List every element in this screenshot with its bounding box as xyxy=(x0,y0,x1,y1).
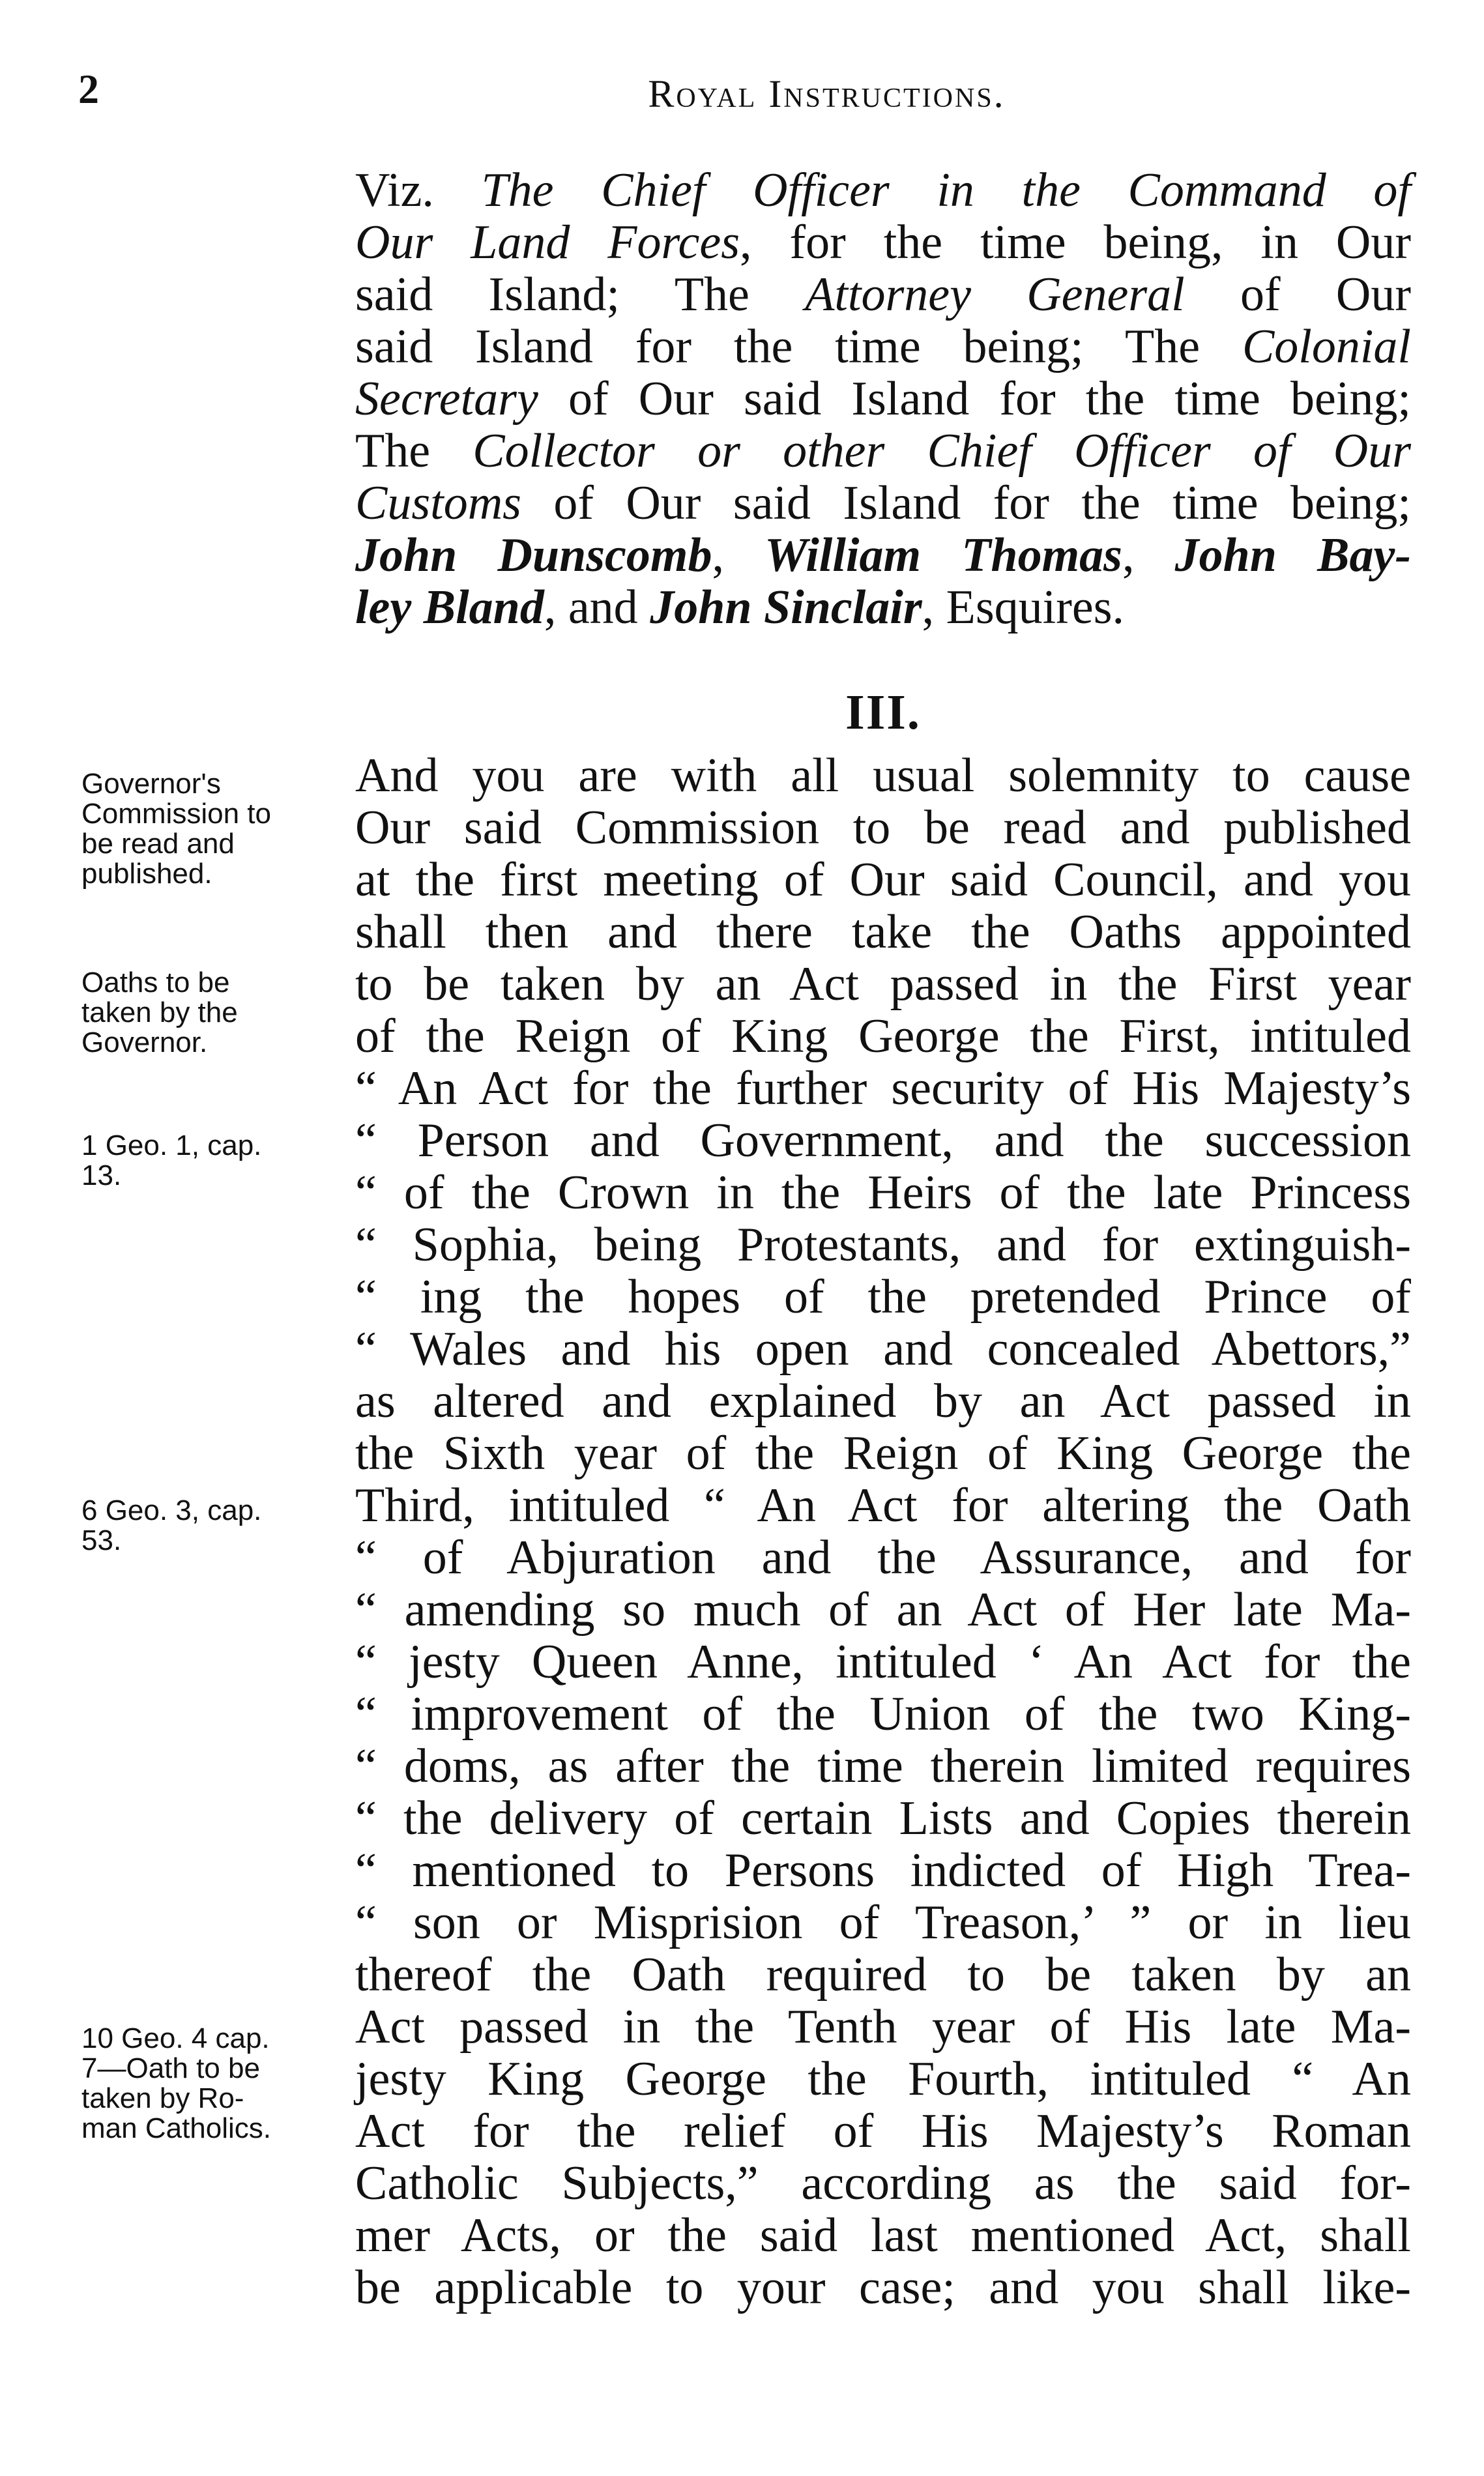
text-line: Act for the relief of His Majesty’s Roman xyxy=(355,2105,1411,2158)
margin-note-oaths xyxy=(81,968,336,1058)
margin-note-1-geo-1 xyxy=(81,1131,336,1191)
section-numeral: III. xyxy=(845,685,921,740)
text-line: “ the delivery of certain Lists and Copies therein xyxy=(355,1792,1411,1845)
margin-note-commission xyxy=(81,769,336,889)
text-line: said Island; The Attorney General of Our xyxy=(355,268,1411,321)
margin-note-line: 1 Geo. 1, cap. xyxy=(81,1129,262,1161)
running-title: Royal Instructions. xyxy=(648,72,1006,115)
text-line: “ of the Crown in the Heirs of the late Princess xyxy=(355,1166,1411,1219)
page-number: 2 xyxy=(78,66,99,112)
oath-paragraph xyxy=(355,750,1411,2314)
text-line: the Sixth year of the Reign of King George the xyxy=(355,1427,1411,1480)
text-line: “ doms, as after the time therein limited requires xyxy=(355,1740,1411,1793)
text-line: “ Wales and his open and concealed Abettors,” xyxy=(355,1322,1411,1376)
text-line: to be taken by an Act passed in the First year xyxy=(355,957,1411,1011)
margin-note-line: published. xyxy=(81,858,212,890)
text-line: of the Reign of King George the First, intituled xyxy=(355,1010,1411,1063)
text-line: Secretary of Our said Island for the time being; xyxy=(355,372,1411,426)
text-line: And you are with all usual solemnity to cause xyxy=(355,749,1411,802)
margin-note-line: 13. xyxy=(81,1159,122,1191)
margin-note-line: Commission to xyxy=(81,798,271,830)
margin-note-line: man Catholics. xyxy=(81,2112,272,2144)
margin-note-line: 53. xyxy=(81,1524,122,1556)
text-line: Customs of Our said Island for the time being; xyxy=(355,476,1411,530)
text-line: “ son or Misprision of Treason,’ ” or in lieu xyxy=(355,1896,1411,1949)
text-line: as altered and explained by an Act passed in xyxy=(355,1375,1411,1428)
text-line: Act passed in the Tenth year of His late Ma- xyxy=(355,2000,1411,2054)
text-line: “ Sophia, being Protestants, and for extinguish- xyxy=(355,1218,1411,1272)
text-line: Catholic Subjects,” according as the said for- xyxy=(355,2157,1411,2210)
text-line: be applicable to your case; and you shall like- xyxy=(355,2261,1411,2314)
text-line: The Collector or other Chief Officer of Our xyxy=(355,424,1412,478)
margin-note-line: Governor. xyxy=(81,1027,208,1058)
text-line: “ amending so much of an Act of Her late Ma- xyxy=(355,1583,1411,1637)
margin-note-line: taken by Ro- xyxy=(81,2082,244,2114)
text-line: ley Bland, and John Sinclair, Esquires. xyxy=(355,581,1124,634)
margin-note-line: 7—Oath to be xyxy=(81,2052,260,2084)
margin-note-line: Oaths to be xyxy=(81,967,230,998)
margin-note-line: taken by the xyxy=(81,997,238,1028)
text-line: Our said Commission to be read and published xyxy=(355,801,1411,854)
margin-note-10-geo-4 xyxy=(81,2024,336,2144)
text-line: “ mentioned to Persons indicted of High Trea- xyxy=(355,1844,1411,1897)
margin-note-line: be read and xyxy=(81,828,235,860)
text-line: Our Land Forces, for the time being, in Our xyxy=(355,216,1412,269)
text-line: “ Person and Government, and the succession xyxy=(355,1114,1411,1167)
text-line: “ improvement of the Union of the two King- xyxy=(355,1687,1411,1741)
text-line: jesty King George the Fourth, intituled “ An xyxy=(355,2052,1411,2106)
officer-list-paragraph xyxy=(355,164,1411,634)
text-line: shall then and there take the Oaths appointed xyxy=(355,905,1411,959)
text-line: thereof the Oath required to be taken by an xyxy=(355,1948,1411,2002)
margin-note-6-geo-3 xyxy=(81,1496,336,1556)
text-line: Viz. The Chief Officer in the Command of xyxy=(355,164,1411,217)
margin-note-line: 6 Geo. 3, cap. xyxy=(81,1494,262,1526)
text-line: at the first meeting of Our said Council, and you xyxy=(355,853,1411,907)
text-line: “ An Act for the further security of His Majesty’s xyxy=(355,1062,1411,1115)
text-line: John Dunscomb, William Thomas, John Bay- xyxy=(355,529,1411,582)
text-line: mer Acts, or the said last mentioned Act, shall xyxy=(355,2209,1411,2262)
text-line: said Island for the time being; The Colonial xyxy=(355,320,1411,373)
text-line: Third, intituled “ An Act for altering the Oath xyxy=(355,1479,1411,1532)
margin-note-line: Governor's xyxy=(81,768,221,800)
margin-note-line: 10 Geo. 4 cap. xyxy=(81,2022,270,2054)
text-line: “ of Abjuration and the Assurance, and for xyxy=(355,1531,1411,1584)
text-line: “ ing the hopes of the pretended Prince of xyxy=(355,1270,1411,1324)
text-line: “ jesty Queen Anne, intituled ‘ An Act for the xyxy=(355,1635,1411,1689)
